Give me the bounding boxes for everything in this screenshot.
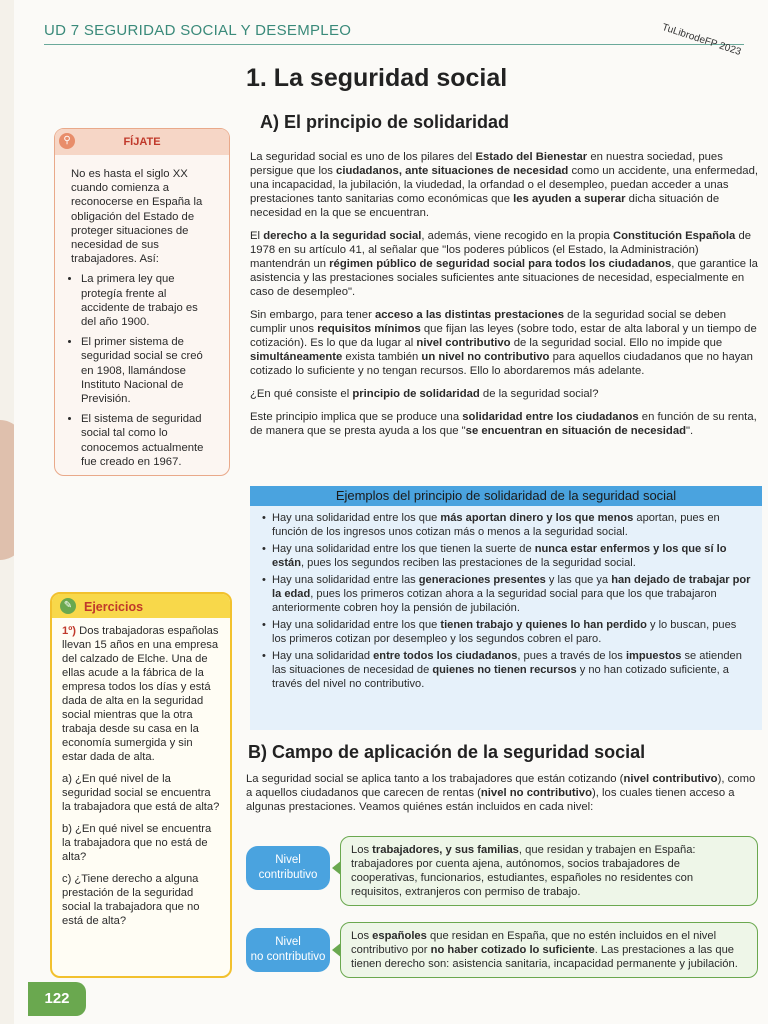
book-page: [14, 0, 768, 1024]
level-box-contributive: Los trabajadores, y sus familias, que residan y trabajen en España: trabajadores por cuenta ajena, autónomos, socios trabajadores de cooperativas, funcionarios, estudiantes, españoles no residentes con requisitos, extranjeros con permiso de trabajo.: [340, 836, 758, 906]
page-title: 1. La seguridad social: [246, 64, 508, 92]
level-tag-contributive: Nivel contributivo: [246, 846, 330, 890]
header-rule: [44, 44, 744, 45]
examples-list: [250, 512, 762, 691]
magnifier-icon: ⚲: [59, 133, 75, 149]
example-item: • Hay una solidaridad entre las generaciones presentes y las que ya han dejado de trabajar por la edad, pues los primeros cotizan ahora a la seguridad social para que los que trabajaron anteriormente cobren hoy la pensión de jubilación.: [264, 574, 752, 615]
ejercicios-box: [50, 592, 232, 978]
section-a-title: A) El principio de solidaridad: [260, 112, 510, 132]
ejercicios-header: [52, 594, 230, 618]
level-tag-noncontributive: Nivel no contributivo: [246, 928, 330, 972]
question-line: ¿En qué consiste el principio de solidaridad de la seguridad social?: [250, 388, 599, 400]
paragraph-3: Sin embargo, para tener acceso a las distintas prestaciones de la seguridad social se deben cumplir unos requisitos mínimos que fijan las leyes (sobre todo, estar de alta laboral y un tiempo de cotización). Es lo que da lugar al nivel contributivo de la seguridad social. Ello no impide que simultáneamente exista también un nivel no contributivo para aquellos ciudadanos que no hayan cotizado lo suficiente y no tengan recursos. Ello lo abordaremos más adelante.: [250, 309, 757, 377]
paragraph-5: La seguridad social se aplica tanto a los trabajadores que están cotizando (nivel contributivo), como a aquellos ciudadanos que carecen de rentas (nivel no contributivo), los cuales tienen acceso a algunas prestaciones. Veamos quiénes están incluidos en cada nivel:: [246, 773, 756, 813]
exercise-statement: 1º) Dos trabajadoras españolas llevan 15 años en una empresa del calzado de Elche. Una de ellas acude a la fábrica de la empresa todos los días y está dada de alta en la seguridad social mientras que la otra trabaja desde su casa en la economía sumergida y sin estar dada de alta.: [62, 625, 219, 763]
fijate-list: [71, 272, 215, 469]
exercise-question-b: b) ¿En qué nivel se encuentra la trabajadora que no está de alta?: [62, 823, 212, 863]
pencil-icon: ✎: [60, 598, 76, 614]
fijate-item: • El sistema de seguridad social tal como lo conocemos actualmente fue creado en 1967.: [81, 412, 215, 469]
example-item: • Hay una solidaridad entre los que tienen la suerte de nunca estar enfermos y los que sí lo están, pues los segundos reciben las prestaciones de la seguridad social.: [264, 543, 752, 570]
fijate-item: • El primer sistema de seguridad social se creó en 1908, llamándose Instituto Nacional de Previsión.: [81, 335, 215, 406]
fijate-body: [55, 155, 229, 469]
examples-title: Ejemplos del principio de solidaridad de la seguridad social: [250, 486, 762, 506]
ejercicios-title: Ejercicios: [84, 600, 144, 614]
examples-box: [250, 486, 762, 730]
page-number: 122: [28, 982, 86, 1016]
fijate-intro: No es hasta el siglo XX cuando comienza a reconocerse en España la obligación del Estado de proteger situaciones de necesidad de sus trabajadores. Así:: [71, 168, 203, 266]
exercise-question-c: c) ¿Tiene derecho a alguna prestación de la seguridad social la trabajadora que no está de alta?: [62, 873, 200, 927]
ejercicios-body: [52, 618, 230, 928]
example-item: • Hay una solidaridad entre todos los ciudadanos, pues a través de los impuestos se atienden las situaciones de necesidad de quienes no tienen recursos y no han cotizado suficiente, a través del nivel no contributivo.: [264, 650, 752, 691]
section-b-body: [246, 772, 758, 823]
exercise-question-a: a) ¿En qué nivel de la seguridad social se encuentra la trabajadora que está de alta?: [62, 773, 220, 813]
fijate-item: • La primera ley que protegía frente al accidente de trabajo es del año 1900.: [81, 272, 215, 329]
fijate-title: FÍJATE: [123, 136, 161, 148]
section-a-body: [250, 150, 762, 447]
fijate-box: [54, 128, 230, 476]
example-item: • Hay una solidaridad entre los que tienen trabajo y quienes lo han perdido y lo buscan, pues los primeros cotizan por desempleo y los segundos cobren el paro.: [264, 619, 752, 646]
paragraph-4: Este principio implica que se produce una solidaridad entre los ciudadanos en función de su renta, de manera que se presta ayuda a los que "se encuentran en situación de necesidad".: [250, 411, 757, 437]
level-box-noncontributive: Los españoles que residan en España, que no estén incluidos en el nivel contributivo por no haber cotizado lo suficiente. Las prestaciones a las que tienen derecho son: asistencia sanitaria, incapacidad permanente y jubilación.: [340, 922, 758, 978]
paragraph-1: La seguridad social es uno de los pilares del Estado del Bienestar en nuestra sociedad, pues persigue que los ciudadanos, ante situaciones de necesidad como un accidente, una enfermedad, una incapacidad, la jubilación, la viudedad, la orfandad o el desempleo, puedan acceder a unas prestaciones tanto sanitarias como económicas que les ayuden a superar dicha situación de necesidad en la que se encuentran.: [250, 151, 759, 219]
section-b-title: B) Campo de aplicación de la seguridad social: [248, 742, 646, 762]
fijate-header: [55, 129, 229, 155]
brand-label: TuLibrodeFP 2023: [660, 22, 742, 58]
paragraph-2: El derecho a la seguridad social, además, viene recogido en la propia Constitución Española de 1978 en su artículo 41, al señalar que "los poderes públicos (el Estado, la Administración) mantendrán un régimen público de seguridad social para todos los ciudadanos, que garantice la asistencia y las prestaciones sociales suficientes ante situaciones de necesidad, especialmente en caso de desempleo".: [250, 230, 758, 298]
unit-header: UD 7 SEGURIDAD SOCIAL Y DESEMPLEO: [44, 22, 352, 39]
example-item: • Hay una solidaridad entre los que más aportan dinero y los que menos aportan, pues en función de los ingresos unos cotizan más o menos a la seguridad social.: [264, 512, 752, 539]
